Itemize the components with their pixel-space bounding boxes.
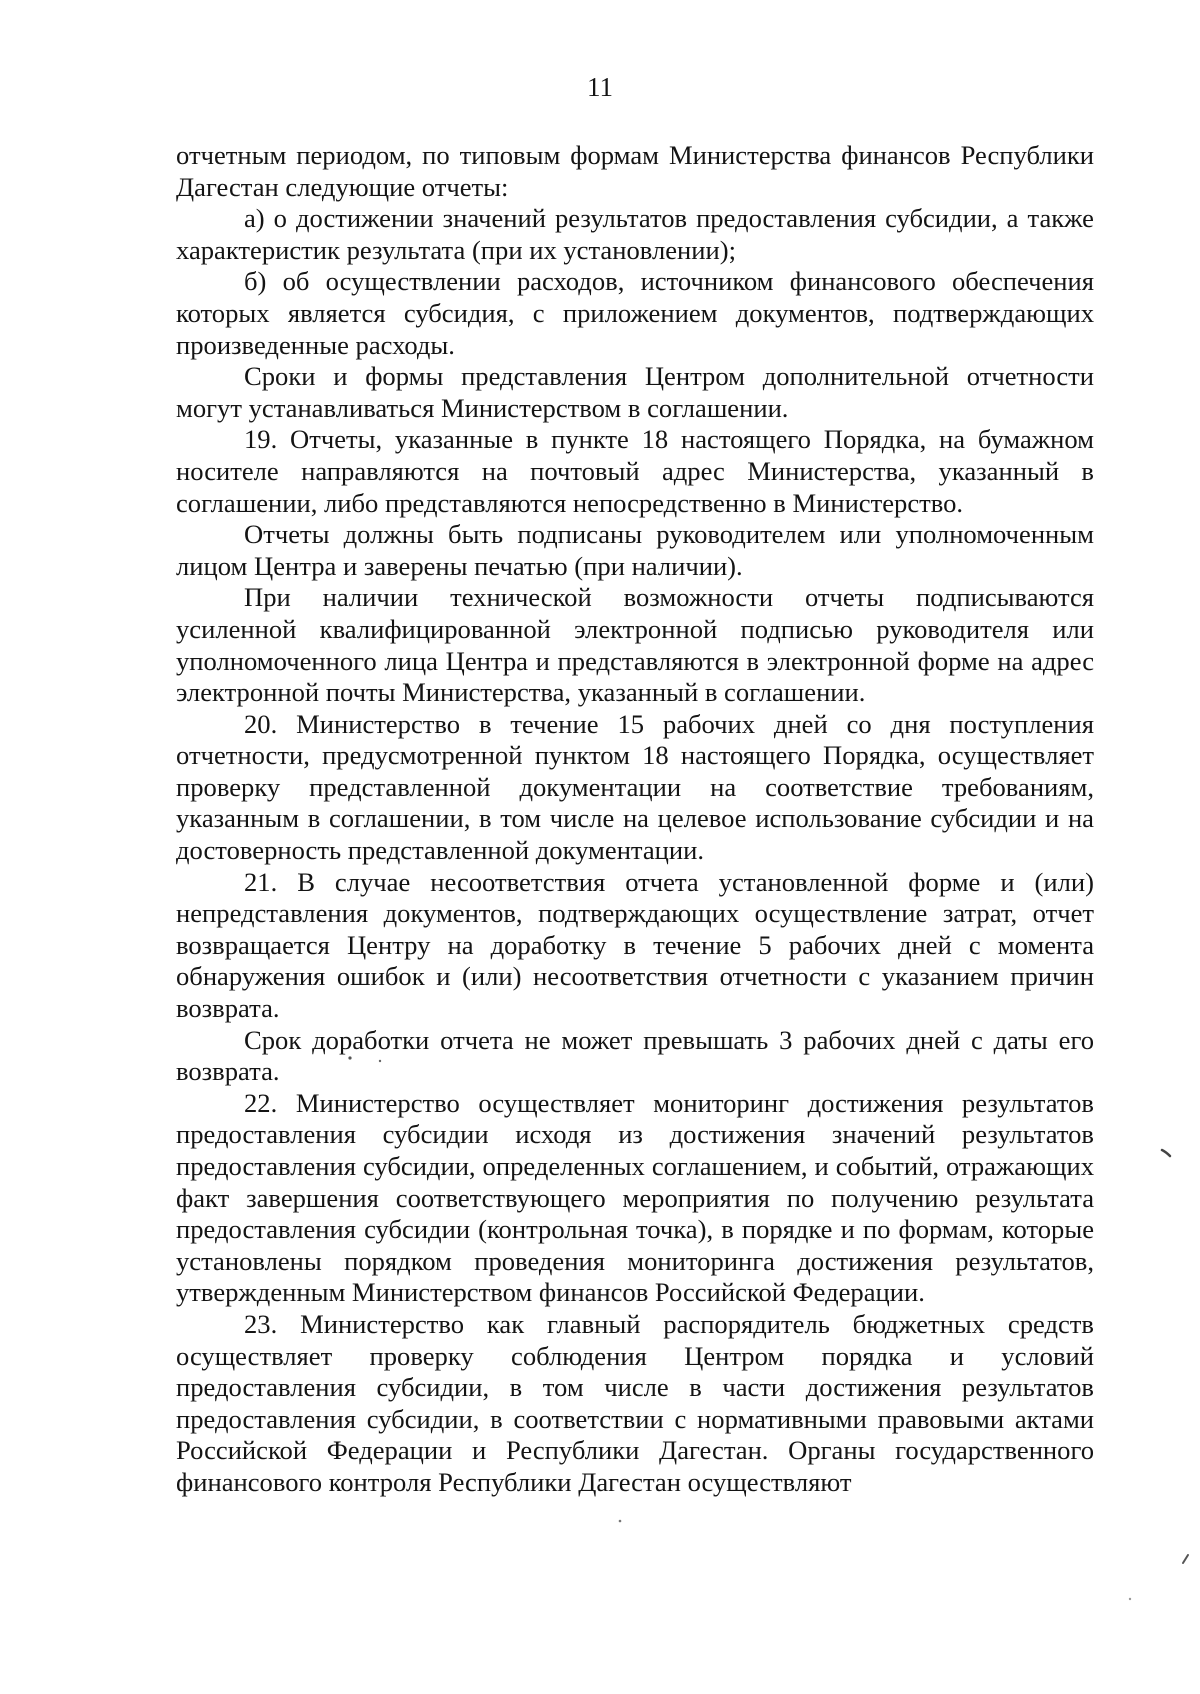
- document-body: [176, 140, 1094, 1499]
- scan-dot: [1129, 1598, 1131, 1600]
- paragraph-item-a: а) о достижении значений результатов предоставления субсидии, а также характеристик результата (при их установлении);: [176, 203, 1094, 265]
- paragraph-clause-21: 21. В случае несоответствия отчета установленной форме и (или) непредставления документов, подтверждающих осуществление затрат, отчет возвращается Центру на доработку в течение 5 рабочих дней с момента обнаружения ошибок и (или) несоответствия отчетности с указанием причин возврата.: [176, 866, 1094, 1024]
- paragraph-clause-23: 23. Министерство как главный распорядитель бюджетных средств осуществляет проверку соблюдения Центром порядка и условий предоставления субсидии, в том числе в части достижения результатов предоставления субсидии, в соответствии с нормативными правовыми актами Российской Федерации и Республики Дагестан. Органы государственного финансового контроля Республики Дагестан осуществляют: [176, 1308, 1094, 1497]
- paragraph-clause-22: 22. Министерство осуществляет мониторинг достижения результатов предоставления субсидии исходя из достижения значений результатов предоставления субсидии, определенных соглашением, и событий, отражающих факт завершения соответствующего мероприятия по получению результата предоставления субсидии (контрольная точка), в порядке и по формам, которые установлены порядком проведения мониторинга достижения результатов, утвержденным Министерством финансов Российской Федерации.: [176, 1087, 1094, 1308]
- paragraph-signature-requirement: Отчеты должны быть подписаны руководителем или уполномоченным лицом Центра и заверены печатью (при наличии).: [176, 519, 1094, 581]
- scan-dot: [619, 1520, 622, 1523]
- paragraph-item-b: б) об осуществлении расходов, источником финансового обеспечения которых является субсидия, с приложением документов, подтверждающих произведенные расходы.: [176, 266, 1094, 360]
- paragraph-continuation: отчетным периодом, по типовым формам Министерства финансов Республики Дагестан следующие отчеты:: [176, 140, 1094, 202]
- paragraph-clause-19: 19. Отчеты, указанные в пункте 18 настоящего Порядка, на бумажном носителе направляются на почтовый адрес Министерства, указанный в соглашении, либо представляются непосредственно в Министерство.: [176, 424, 1094, 518]
- paragraph-revision-term: Срок доработки отчета не может превышать 3 рабочих дней с даты его возврата.: [176, 1024, 1094, 1087]
- page-number: 11: [587, 72, 613, 102]
- paragraph-electronic-submission: При наличии технической возможности отчеты подписываются усиленной квалифицированной электронной подписью руководителя или уполномоченного лица Центра и представляются в электронной форме на адрес электронной почты Министерства, указанный в соглашении.: [176, 582, 1094, 708]
- scan-mark-right: [1162, 1150, 1170, 1156]
- paragraph-reporting-terms: Сроки и формы представления Центром дополнительной отчетности могут устанавливаться Министерством в соглашении.: [176, 361, 1094, 423]
- scan-mark-bottom-right: [1183, 1555, 1188, 1563]
- paragraph-clause-20: 20. Министерство в течение 15 рабочих дней со дня поступления отчетности, предусмотренной пунктом 18 настоящего Порядка, осуществляет проверку представленной документации на соответствие требованиям, указанным в соглашении, в том числе на целевое использование субсидии и на достоверность представленной документации.: [176, 708, 1094, 866]
